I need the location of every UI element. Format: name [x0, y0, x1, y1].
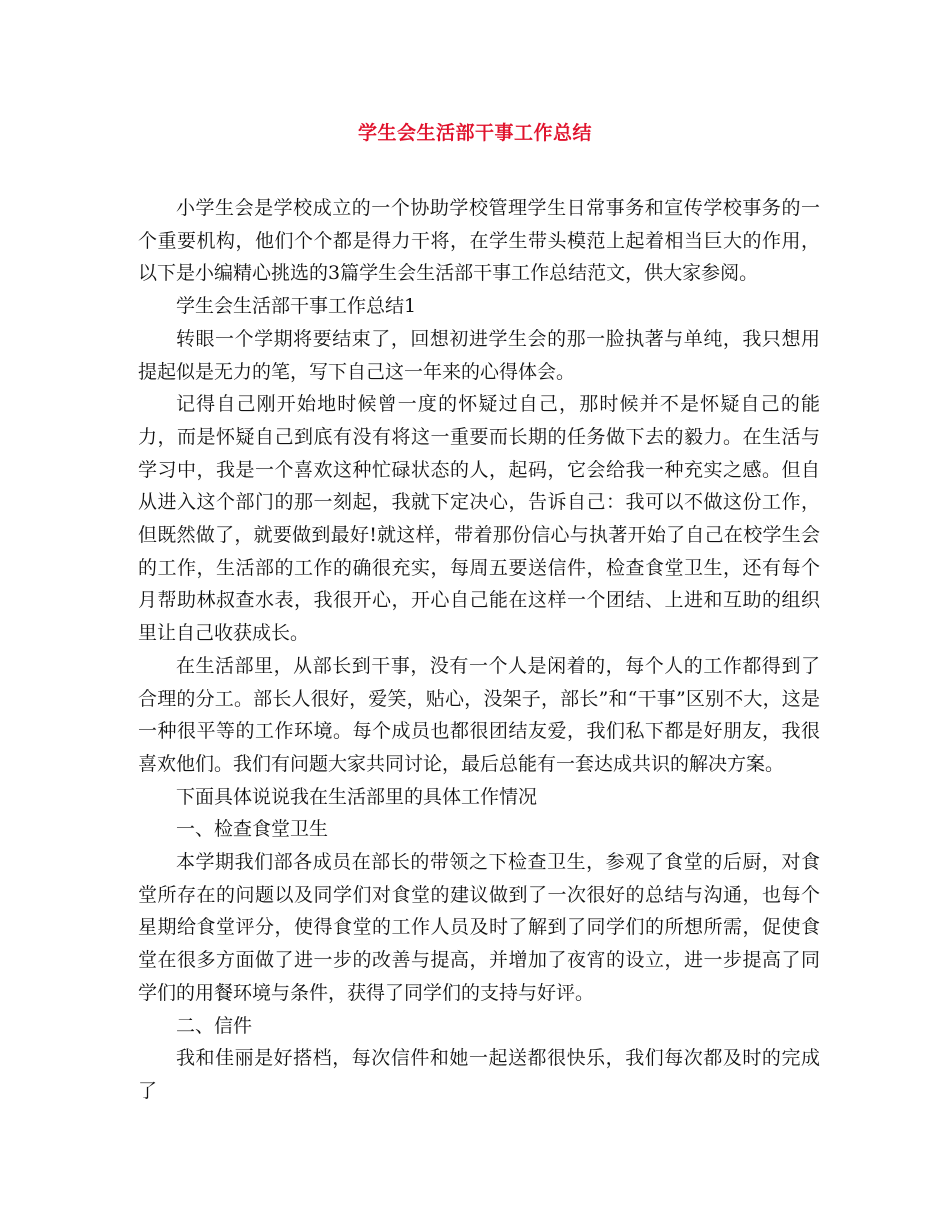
- heading-letters: 二、信件: [176, 1014, 253, 1037]
- paragraph-letters: 我和佳丽是好搭档，每次信件和她一起送都很快乐，我们每次都及时的完成了: [138, 1047, 820, 1102]
- heading-canteen-inspection: 一、检查食堂卫生: [176, 818, 329, 841]
- paragraph-canteen: 本学期我们部各成员在部长的带领之下检查卫生，参观了食堂的后厨，对食堂所存在的问题以及同学们对食堂的建议做到了一次很好的总结与沟通，也每个星期给食堂评分，使得食堂的工作人员及时了解到了同学们的所想所需，促使食堂在很多方面做了进一步的改善与提高，并增加了夜宵的设立，进一步提高了同学们的用餐环境与条件，获得了同学们的支持与好评。: [138, 851, 820, 1004]
- paragraph-work-intro: 下面具体说说我在生活部里的具体工作情况: [176, 785, 538, 808]
- paragraph-section-heading: 学生会生活部干事工作总结1: [176, 295, 417, 318]
- paragraph-beginning: 记得自己刚开始地时候曾一度的怀疑过自己，那时候并不是怀疑自己的能力，而是怀疑自己到底有没有将这一重要而长期的任务做下去的毅力。在生活与学习中，我是一个喜欢这种忙碌状态的人，起码，它会给我一种充实之感。但自从进入这个部门的那一刻起，我就下定决心，告诉自己：我可以不做这份工作，但既然做了，就要做到最好!就这样，带着那份信心与执著开始了自己在校学生会的工作，生活部的工作的确很充实，每周五要送信件，检查食堂卫生，还有每个月帮助林叔查水表，我很开心，开心自己能在这样一个团结、上进和互助的组织里让自己收获成长。: [138, 393, 820, 645]
- paragraph-reflection: 转眼一个学期将要结束了，回想初进学生会的那一脸执著与单纯，我只想用提起似是无力的笔，写下自己这一年来的心得体会。: [138, 327, 820, 383]
- paragraph-team: 在生活部里，从部长到干事，没有一个人是闲着的，每个人的工作都得到了合理的分工。部长人很好，爱笑，贴心，没架子，部长”和“干事”区别不大，这是一种很平等的工作环境。每个成员也都很团结友爱，我们私下都是好朋友，我很喜欢他们。我们有问题大家共同讨论，最后总能有一套达成共识的解决方案。: [138, 654, 820, 775]
- document-body: [138, 192, 820, 1108]
- paragraph-intro: 小学生会是学校成立的一个协助学校管理学生日常事务和宣传学校事务的一个重要机构，他们个个都是得力干将，在学生带头模范上起着相当巨大的作用，以下是小编精心挑选的3篇学生会生活部干事工作总结范文，供大家参阅。: [138, 197, 820, 285]
- document-title: 学生会生活部干事工作总结: [357, 122, 592, 144]
